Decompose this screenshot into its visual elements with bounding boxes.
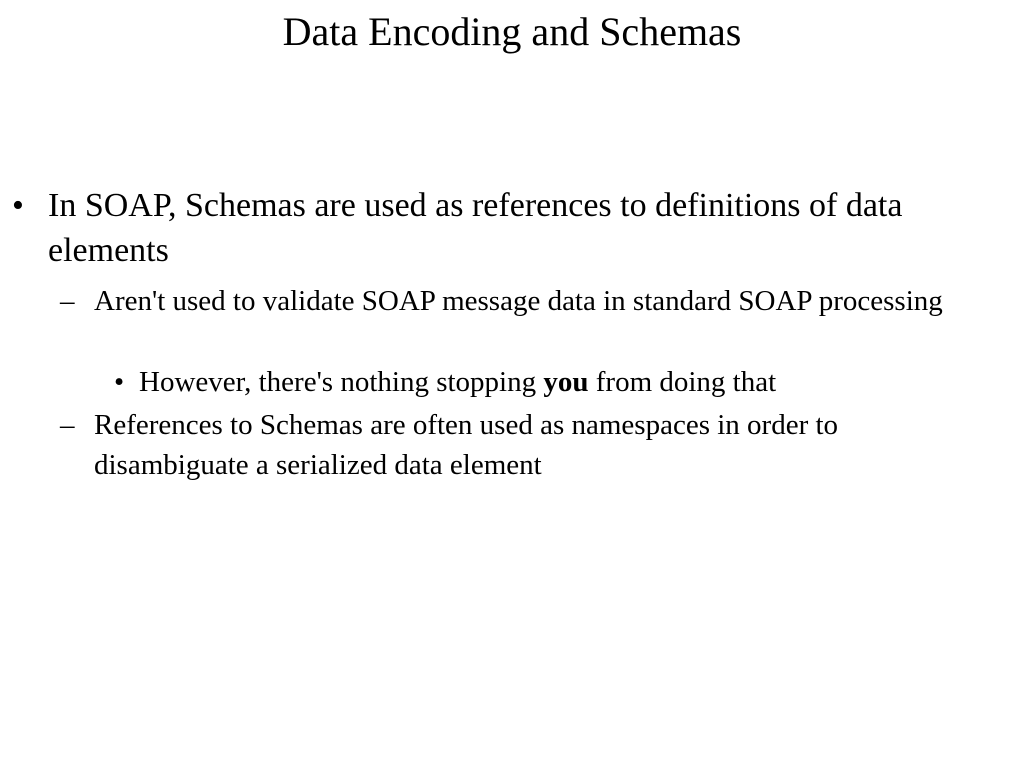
bullet-marker: • bbox=[12, 187, 24, 224]
bullet-text-after: from doing that bbox=[588, 366, 777, 398]
dash-marker: – bbox=[60, 285, 75, 317]
slide-title: Data Encoding and Schemas bbox=[282, 9, 742, 54]
bullet-text: In SOAP, Schemas are used as references to definitions of data elements bbox=[48, 187, 903, 269]
dash-marker: – bbox=[60, 409, 75, 441]
bullet-level2 bbox=[60, 281, 960, 321]
bullet-text: Aren't used to validate SOAP message data in standard SOAP processing bbox=[94, 285, 943, 317]
bullet-text-before: However, there's nothing stopping bbox=[139, 366, 544, 398]
bullet-text bbox=[139, 363, 974, 401]
bullet-text-bold: you bbox=[543, 366, 589, 398]
bullet-text: References to Schemas are often used as namespaces in order to disambiguate a serialized data element bbox=[94, 409, 839, 481]
bullet-level2 bbox=[60, 405, 990, 485]
bullet-level3 bbox=[114, 363, 974, 401]
bullet-marker: • bbox=[114, 366, 125, 398]
bullet-level1 bbox=[12, 183, 992, 273]
